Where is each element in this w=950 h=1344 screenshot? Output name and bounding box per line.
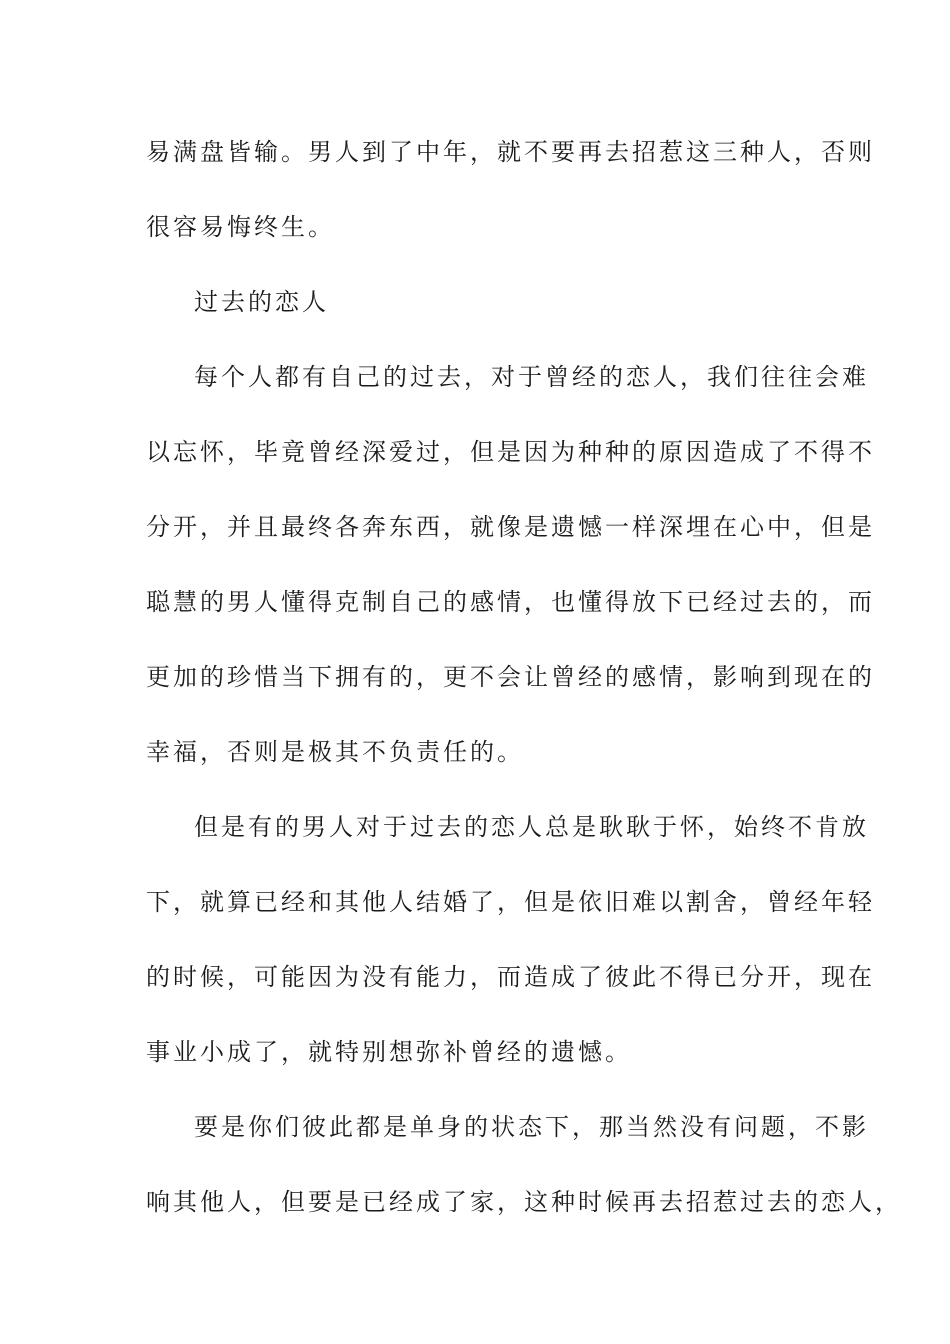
- text-line: 每个人都有自己的过去，对于曾经的恋人，我们往往会难: [194, 363, 869, 391]
- text-line: 更加的珍惜当下拥有的，更不会让曾经的感情，影响到现在的: [146, 663, 875, 691]
- text-line: 下，就算已经和其他人结婚了，但是依旧难以割舍，曾经年轻: [146, 888, 875, 916]
- text-line: 分开，并且最终各奔东西，就像是遗憾一样深埋在心中，但是: [146, 513, 875, 541]
- text-line: 幸福，否则是极其不负责任的。: [146, 738, 524, 766]
- text-line: 但是有的男人对于过去的恋人总是耿耿于怀，始终不肯放: [194, 813, 869, 841]
- section-heading: 过去的恋人: [194, 288, 329, 316]
- text-line: 以忘怀，毕竟曾经深爱过，但是因为种种的原因造成了不得不: [146, 438, 875, 466]
- text-line: 响其他人，但要是已经成了家，这种时候再去招惹过去的恋人，: [146, 1188, 902, 1216]
- text-line: 要是你们彼此都是单身的状态下，那当然没有问题，不影: [194, 1113, 869, 1141]
- text-line: 很容易悔终生。: [146, 213, 335, 241]
- text-line: 聪慧的男人懂得克制自己的感情，也懂得放下已经过去的，而: [146, 588, 875, 616]
- text-line: 事业小成了，就特别想弥补曾经的遗憾。: [146, 1038, 632, 1066]
- text-line: 的时候，可能因为没有能力，而造成了彼此不得已分开，现在: [146, 963, 875, 991]
- text-line: 易满盘皆输。男人到了中年，就不要再去招惹这三种人，否则: [146, 138, 875, 166]
